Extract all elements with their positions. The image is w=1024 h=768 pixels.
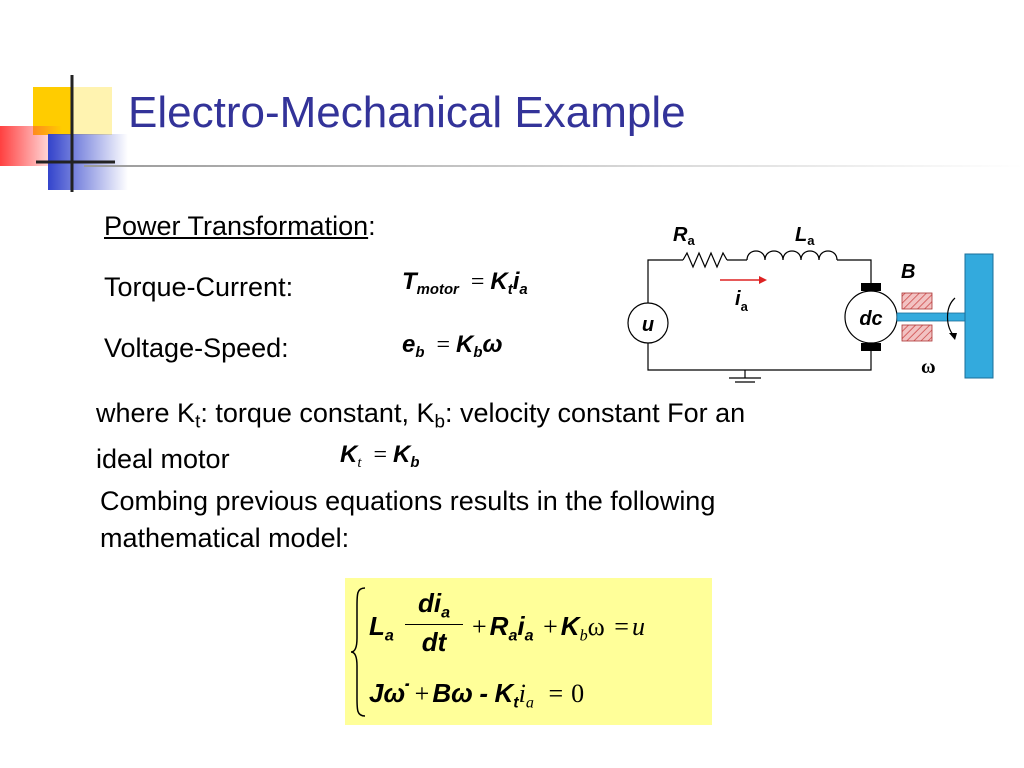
- eq-symbol: T: [402, 268, 417, 295]
- ra-label: $R_a$: [673, 224, 695, 248]
- decorative-corner-squares: [0, 70, 140, 200]
- la-label: $L_a$: [795, 224, 815, 248]
- source-label: u: [641, 314, 655, 336]
- eq-symbol: Bω: [432, 678, 473, 708]
- eq-operator: +: [543, 612, 558, 641]
- section-heading-colon: :: [368, 211, 376, 241]
- eq-subscript: a: [525, 694, 534, 712]
- eq-symbol: ω: [587, 612, 605, 641]
- model-equation-2: [369, 678, 584, 713]
- eq-symbol: e: [402, 331, 416, 358]
- where-paragraph: [96, 395, 745, 478]
- eq-symbol: R: [489, 611, 509, 641]
- eq-subscript: motor: [416, 282, 459, 299]
- combining-line-1: Combing previous equations results in the following: [100, 486, 716, 516]
- eq-operator: +: [472, 612, 487, 641]
- ideal-motor-equation: [340, 441, 419, 472]
- eq-subscript: b: [415, 345, 425, 362]
- eq-subscript: t: [507, 282, 513, 299]
- eq-operator: -: [479, 678, 488, 708]
- b-label: B: [901, 261, 916, 283]
- eq-subscript: a: [441, 603, 451, 622]
- eq-operator: =: [548, 679, 564, 708]
- model-equation-1-rest: [469, 611, 645, 646]
- voltage-speed-label: Voltage-Speed:: [104, 333, 289, 363]
- derivative-fraction: [405, 588, 463, 658]
- eq-symbol: K: [490, 268, 508, 295]
- current-arrow: [759, 276, 767, 284]
- where-subscript: t: [195, 411, 201, 433]
- eq-operator: =: [614, 612, 629, 641]
- eq-symbol: J: [369, 678, 384, 708]
- where-subscript: b: [434, 411, 445, 433]
- eq-symbol: ω: [482, 331, 503, 358]
- eq-symbol: K: [456, 331, 474, 358]
- torque-current-label: Torque-Current:: [104, 272, 294, 302]
- eq-symbol: i: [433, 588, 442, 618]
- damper-bottom: [902, 325, 932, 341]
- motor-circuit-diagram: [615, 215, 1005, 390]
- combining-paragraph: [100, 483, 715, 557]
- eq-subscript: a: [384, 626, 394, 645]
- eq-symbol: u: [631, 612, 645, 641]
- slide-title: Electro-Mechanical Example: [128, 88, 686, 137]
- eq-operator: +: [414, 679, 430, 708]
- fraction-denominator: dt: [421, 626, 447, 657]
- eq-symbol: ω̇: [383, 678, 406, 708]
- motor-label: dc: [859, 308, 883, 330]
- eq-subscript: b: [473, 345, 483, 362]
- where-line-2: ideal motor: [96, 443, 230, 474]
- damper-top: [902, 293, 932, 309]
- eq-symbol: K: [494, 678, 514, 708]
- left-brace: [349, 586, 369, 718]
- ia-label: $i_a$: [735, 288, 748, 314]
- motor-shaft: [897, 313, 967, 321]
- where-text: where K: [96, 398, 196, 428]
- combining-line-2: mathematical model:: [100, 523, 350, 553]
- mathematical-model-box: [345, 578, 712, 725]
- eq-symbol: K: [393, 441, 411, 468]
- where-line-1: [96, 395, 745, 441]
- eq-subscript: b: [579, 627, 588, 645]
- inductor-la: [747, 251, 837, 260]
- pale-yellow-square: [72, 87, 112, 135]
- section-heading-text: Power Transformation: [104, 211, 369, 241]
- where-text: : torque constant, K: [200, 398, 435, 428]
- eq-symbol: d: [417, 588, 434, 618]
- model-equation-1: [369, 611, 394, 646]
- eq-symbol: i: [517, 611, 525, 641]
- eq-symbol: K: [340, 441, 358, 468]
- ground-symbol: [729, 370, 761, 382]
- eq-operator: =: [373, 442, 388, 468]
- eq-subscript: a: [508, 626, 518, 645]
- eq-operator: =: [436, 332, 450, 358]
- where-text: : velocity constant For an: [444, 398, 746, 428]
- eq-subscript: a: [519, 282, 528, 299]
- inertia-load: [965, 254, 993, 378]
- torque-equation: [402, 268, 528, 298]
- fraction-numerator: [405, 588, 463, 625]
- eq-operator: =: [470, 269, 485, 295]
- eq-symbol: i: [518, 679, 526, 708]
- resistor-ra: [683, 253, 727, 267]
- eq-subscript: a: [524, 626, 534, 645]
- eq-symbol: L: [369, 611, 385, 641]
- eq-subscript: b: [410, 455, 420, 472]
- eq-symbol: 0: [571, 679, 585, 708]
- eq-symbol: K: [560, 611, 580, 641]
- title-underline: [84, 165, 1024, 167]
- omega-label: ω: [921, 356, 936, 378]
- eq-subscript: t: [513, 693, 519, 712]
- section-heading: [104, 213, 376, 240]
- eq-subscript: t: [357, 455, 362, 472]
- eq-symbol: i: [512, 268, 520, 295]
- voltage-equation: [402, 331, 502, 361]
